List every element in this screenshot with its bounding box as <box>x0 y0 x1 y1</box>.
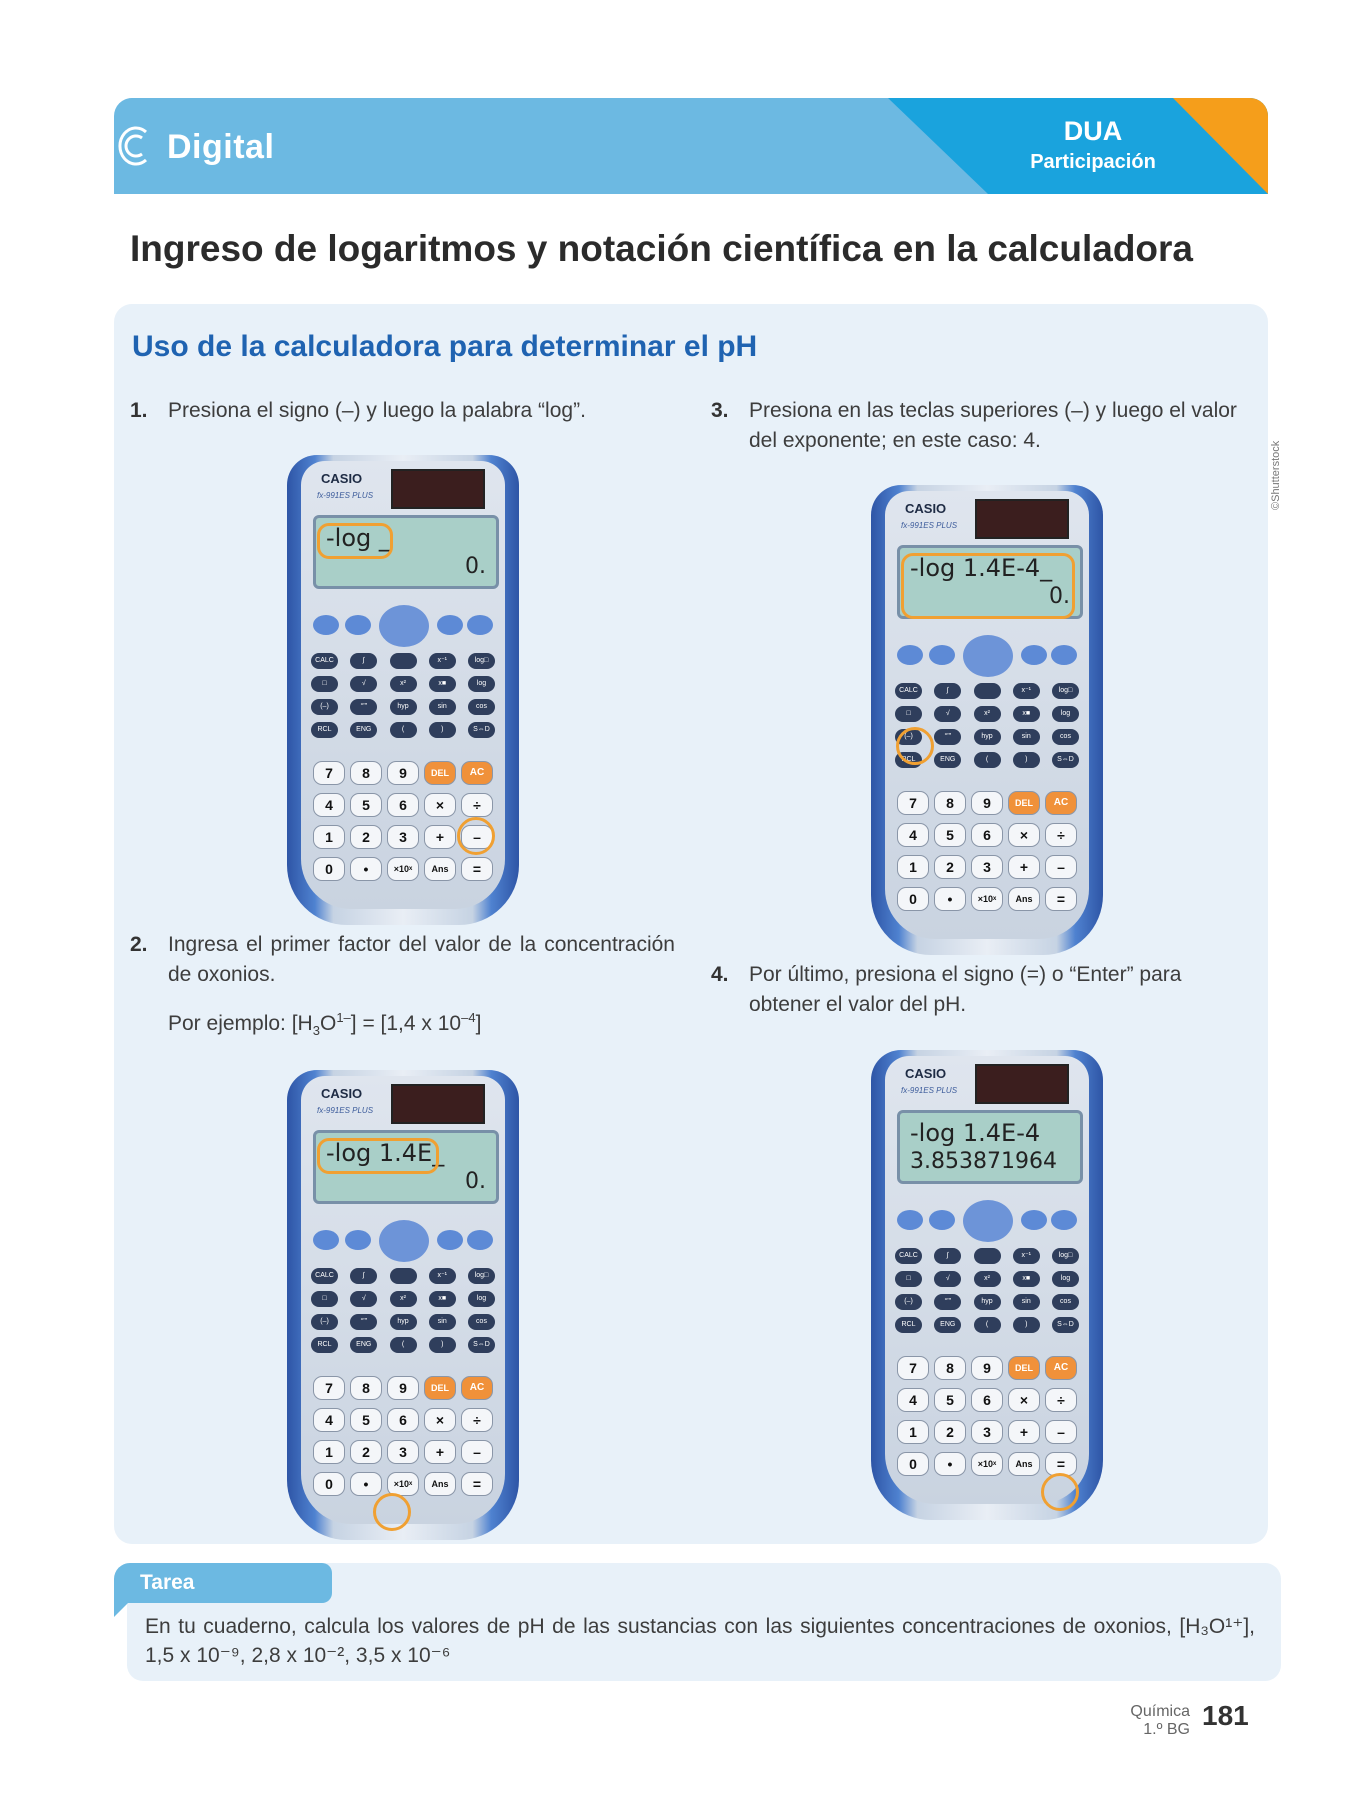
function-key[interactable]: CALC <box>311 1268 338 1284</box>
calc-key[interactable]: 4 <box>897 823 929 847</box>
calc-key[interactable]: 2 <box>350 1440 382 1464</box>
calculator-nav-pad <box>897 1200 1077 1242</box>
function-key[interactable]: log <box>1052 706 1079 722</box>
function-key[interactable]: x■ <box>1013 1271 1040 1287</box>
function-key[interactable]: ∫ <box>350 653 377 669</box>
calculator-model: fx-991ES PLUS <box>317 491 374 500</box>
function-key[interactable]: log <box>468 676 495 692</box>
calc-key[interactable]: – <box>461 1440 493 1464</box>
calc-key[interactable]: 5 <box>934 823 966 847</box>
function-key[interactable]: ( <box>390 722 417 738</box>
replay-pad[interactable] <box>963 1200 1013 1242</box>
function-key[interactable]: log□ <box>1052 683 1079 699</box>
calc-key[interactable]: 1 <box>313 825 345 849</box>
calc-key[interactable]: 2 <box>934 1420 966 1444</box>
calc-key[interactable]: 8 <box>350 1376 382 1400</box>
calc-key[interactable]: + <box>424 825 456 849</box>
calc-key[interactable]: 7 <box>313 761 345 785</box>
function-key[interactable]: x■ <box>429 1291 456 1307</box>
calc-key[interactable]: 3 <box>971 855 1003 879</box>
image-credit: ©Shutterstock <box>1270 440 1282 510</box>
function-key[interactable]: hyp <box>390 1314 417 1330</box>
shift-key[interactable] <box>897 645 923 665</box>
function-key[interactable]: x² <box>390 1291 417 1307</box>
function-key[interactable]: log□ <box>468 653 495 669</box>
calc-key[interactable]: ÷ <box>461 793 493 817</box>
screen-highlight <box>317 523 393 559</box>
on-key[interactable] <box>1051 645 1077 665</box>
mode-key[interactable] <box>1021 1210 1047 1230</box>
calc-key[interactable]: – <box>1045 1420 1077 1444</box>
calc-key[interactable]: 4 <box>313 793 345 817</box>
calc-key[interactable]: 9 <box>387 1376 419 1400</box>
key-highlight <box>1041 1473 1079 1511</box>
calc-key[interactable]: • <box>934 1452 966 1476</box>
function-key[interactable]: sin <box>429 1314 456 1330</box>
function-key[interactable]: cos <box>468 1314 495 1330</box>
calc-key[interactable]: • <box>934 887 966 911</box>
function-key[interactable]: log□ <box>1052 1248 1079 1264</box>
step-number: 3. <box>711 399 729 422</box>
function-key[interactable]: cos <box>468 699 495 715</box>
replay-pad[interactable] <box>379 1220 429 1262</box>
alpha-key[interactable] <box>929 1210 955 1230</box>
screen-line-2: 3.853871964 <box>910 1149 1057 1174</box>
calculator-brand: CASIO <box>321 1086 363 1101</box>
function-key[interactable]: ( <box>390 1337 417 1353</box>
calc-key[interactable]: + <box>1008 1420 1040 1444</box>
function-keys <box>311 1268 495 1360</box>
page-title: Ingreso de logaritmos y notación científica en la calculadora <box>130 228 1194 269</box>
function-key[interactable]: log <box>468 1291 495 1307</box>
function-key[interactable]: x² <box>974 1271 1001 1287</box>
key-highlight <box>896 727 934 765</box>
calc-key[interactable]: 0 <box>897 887 929 911</box>
dua-badge-title: DUA <box>1063 116 1123 146</box>
calc-key[interactable]: 0 <box>313 1472 345 1496</box>
calculator-nav-pad <box>313 605 493 647</box>
calculator-step-1 <box>287 455 519 925</box>
calc-key[interactable]: 2 <box>934 855 966 879</box>
calculator-nav-pad <box>313 1220 493 1262</box>
function-key[interactable]: x⁻¹ <box>429 1268 456 1284</box>
function-key[interactable]: RCL <box>895 1317 922 1333</box>
calc-key[interactable]: 6 <box>387 793 419 817</box>
calc-key[interactable]: 6 <box>971 823 1003 847</box>
calculator-brand: CASIO <box>905 1066 947 1081</box>
function-key[interactable]: x² <box>974 706 1001 722</box>
function-key[interactable]: hyp <box>974 1294 1001 1310</box>
calculator-model: fx-991ES PLUS <box>901 1086 958 1095</box>
function-key[interactable]: S⇔D <box>468 1337 495 1353</box>
calc-key[interactable]: DEL <box>1008 791 1040 815</box>
function-key[interactable] <box>390 1268 417 1284</box>
calculator-brand: CASIO <box>905 501 947 516</box>
calc-key[interactable]: + <box>424 1440 456 1464</box>
calculator-screen <box>897 1110 1083 1184</box>
calculator-brand: CASIO <box>321 471 363 486</box>
function-key[interactable]: log□ <box>468 1268 495 1284</box>
calc-key[interactable]: Ans <box>424 1472 456 1496</box>
footer-grade: 1.º BG <box>1143 1721 1190 1738</box>
function-key[interactable]: ( <box>974 752 1001 768</box>
function-key[interactable]: (–) <box>311 1314 338 1330</box>
function-key[interactable] <box>974 683 1001 699</box>
calc-key[interactable]: 8 <box>934 1356 966 1380</box>
function-key[interactable]: ENG <box>350 1337 377 1353</box>
calc-key[interactable]: 7 <box>897 1356 929 1380</box>
mode-key[interactable] <box>437 1230 463 1250</box>
function-key[interactable] <box>974 1248 1001 1264</box>
function-key[interactable]: x⁻¹ <box>1013 683 1040 699</box>
calc-key[interactable]: 8 <box>350 761 382 785</box>
function-key[interactable]: x■ <box>1013 706 1040 722</box>
function-key[interactable] <box>390 653 417 669</box>
calc-key[interactable]: = <box>1045 887 1077 911</box>
function-key[interactable]: ) <box>429 722 456 738</box>
function-key[interactable]: √ <box>934 1271 961 1287</box>
function-key[interactable]: hyp <box>390 699 417 715</box>
calc-key[interactable]: 9 <box>387 761 419 785</box>
solar-panel <box>975 499 1069 539</box>
function-key[interactable]: √ <box>934 706 961 722</box>
function-key[interactable]: ) <box>1013 752 1040 768</box>
number-keys <box>313 1376 493 1504</box>
calc-key[interactable]: 4 <box>313 1408 345 1432</box>
calc-key[interactable]: 3 <box>387 825 419 849</box>
shift-key[interactable] <box>313 615 339 635</box>
function-key[interactable]: √ <box>350 1291 377 1307</box>
calc-key[interactable]: 0 <box>313 857 345 881</box>
step-text: Presiona en las teclas superiores (–) y luego el valor del exponente; en este caso: 4. <box>749 399 1237 452</box>
alpha-key[interactable] <box>345 615 371 635</box>
calc-key[interactable]: ÷ <box>461 1408 493 1432</box>
function-key[interactable]: ∫ <box>350 1268 377 1284</box>
calculator-step-2 <box>287 1070 519 1540</box>
calc-key[interactable]: 0 <box>897 1452 929 1476</box>
function-key[interactable]: x⁻¹ <box>429 653 456 669</box>
function-key[interactable]: cos <box>1052 1294 1079 1310</box>
function-key[interactable]: cos <box>1052 729 1079 745</box>
on-key[interactable] <box>467 1230 493 1250</box>
function-key[interactable]: □ <box>311 676 338 692</box>
calc-key[interactable]: DEL <box>1008 1356 1040 1380</box>
screen-line-1: -log _ <box>326 524 391 552</box>
page-number: 181 <box>1202 1700 1249 1731</box>
key-highlight <box>457 817 495 855</box>
function-key[interactable]: √ <box>350 676 377 692</box>
calc-key[interactable]: = <box>1045 1452 1077 1476</box>
calc-key[interactable]: Ans <box>1008 887 1040 911</box>
step-text: Por último, presiona el signo (=) o “Enter” para obtener el valor del pH. <box>749 963 1182 1016</box>
function-key[interactable]: CALC <box>311 653 338 669</box>
calc-key[interactable]: 3 <box>387 1440 419 1464</box>
function-key[interactable]: log <box>1052 1271 1079 1287</box>
function-keys <box>311 653 495 745</box>
calc-key[interactable]: • <box>350 857 382 881</box>
calc-key[interactable]: 5 <box>350 793 382 817</box>
calc-key[interactable]: ×10ˣ <box>387 1472 419 1496</box>
calculator-step-4 <box>871 1050 1103 1520</box>
step-3 <box>711 396 1256 456</box>
on-key[interactable] <box>467 615 493 635</box>
step-number: 4. <box>711 963 729 986</box>
alpha-key[interactable] <box>929 645 955 665</box>
mode-key[interactable] <box>1021 645 1047 665</box>
function-key[interactable]: hyp <box>974 729 1001 745</box>
function-key[interactable]: °'" <box>350 1314 377 1330</box>
calc-key[interactable]: + <box>1008 855 1040 879</box>
replay-pad[interactable] <box>963 635 1013 677</box>
calc-key[interactable]: 9 <box>971 1356 1003 1380</box>
calc-key[interactable]: ÷ <box>1045 823 1077 847</box>
solar-panel <box>975 1064 1069 1104</box>
calc-key[interactable]: 1 <box>897 1420 929 1444</box>
solar-panel <box>391 1084 485 1124</box>
calc-key[interactable]: ×10ˣ <box>971 1452 1003 1476</box>
calc-key[interactable]: Ans <box>1008 1452 1040 1476</box>
calc-key[interactable]: AC <box>461 1376 493 1400</box>
calc-key[interactable]: × <box>424 1408 456 1432</box>
screen-line-2: 0. <box>465 1169 486 1194</box>
calc-key[interactable]: × <box>1008 1388 1040 1412</box>
function-key[interactable]: S⇔D <box>1052 1317 1079 1333</box>
function-key[interactable]: (–) <box>311 699 338 715</box>
function-key[interactable]: °'" <box>934 1294 961 1310</box>
replay-pad[interactable] <box>379 605 429 647</box>
step-number: 1. <box>130 399 148 422</box>
calc-key[interactable]: ×10ˣ <box>971 887 1003 911</box>
function-key[interactable]: ENG <box>934 1317 961 1333</box>
function-key[interactable]: RCL <box>311 722 338 738</box>
screen-line-1: -log 1.4E_ <box>326 1139 445 1167</box>
function-key[interactable]: ) <box>1013 1317 1040 1333</box>
function-key[interactable]: (–) <box>895 1294 922 1310</box>
mode-key[interactable] <box>437 615 463 635</box>
calculator-model: fx-991ES PLUS <box>901 521 958 530</box>
section-subtitle: Uso de la calculadora para determinar el pH <box>132 330 758 363</box>
calculator-model: fx-991ES PLUS <box>317 1106 374 1115</box>
function-key[interactable]: S⇔D <box>468 722 495 738</box>
calc-key[interactable]: 6 <box>971 1388 1003 1412</box>
screen-line-1: -log 1.4E-4_ <box>910 554 1053 582</box>
alpha-key[interactable] <box>345 1230 371 1250</box>
calc-key[interactable]: 9 <box>971 791 1003 815</box>
step-text: Ingresa el primer factor del valor de la concentración de oxonios. <box>168 933 675 986</box>
function-key[interactable]: CALC <box>895 1248 922 1264</box>
function-key[interactable]: x■ <box>429 676 456 692</box>
number-keys <box>897 791 1077 919</box>
calc-key[interactable]: × <box>424 793 456 817</box>
step-number: 2. <box>130 933 148 956</box>
calc-key[interactable]: Ans <box>424 857 456 881</box>
function-key[interactable]: ) <box>429 1337 456 1353</box>
screen-line-1: -log 1.4E-4 <box>910 1119 1041 1147</box>
calc-key[interactable]: 1 <box>897 855 929 879</box>
function-key[interactable]: x⁻¹ <box>1013 1248 1040 1264</box>
shift-key[interactable] <box>313 1230 339 1250</box>
screen-line-2: 0. <box>1049 584 1070 609</box>
function-key[interactable]: ( <box>974 1317 1001 1333</box>
on-key[interactable] <box>1051 1210 1077 1230</box>
number-keys <box>897 1356 1077 1484</box>
digital-logo-icon <box>116 124 154 168</box>
function-key[interactable]: S⇔D <box>1052 752 1079 768</box>
function-key[interactable]: °'" <box>934 729 961 745</box>
key-highlight <box>373 1493 411 1531</box>
tarea-label: Tarea <box>140 1571 195 1594</box>
function-key[interactable]: ∫ <box>934 1248 961 1264</box>
function-key[interactable]: ENG <box>350 722 377 738</box>
step-text: Presiona el signo (–) y luego la palabra “log”. <box>168 399 586 422</box>
calc-key[interactable]: AC <box>461 761 493 785</box>
calc-key[interactable]: = <box>461 857 493 881</box>
function-key[interactable]: CALC <box>895 683 922 699</box>
digital-label: Digital <box>167 128 275 166</box>
calc-key[interactable]: 5 <box>934 1388 966 1412</box>
calc-key[interactable]: 4 <box>897 1388 929 1412</box>
calc-key[interactable]: 7 <box>897 791 929 815</box>
tarea-text: En tu cuaderno, calcula los valores de pH de las sustancias con las siguientes concentraciones de oxonios, [H₃O¹⁺], 1,5 x 10⁻⁹, 2,8 x 10⁻², 3,5 x 10⁻⁶ <box>145 1615 1255 1667</box>
function-key[interactable]: °'" <box>350 699 377 715</box>
dua-badge-subtitle: Participación <box>1030 151 1156 173</box>
calc-key[interactable]: – <box>461 825 493 849</box>
calc-key[interactable]: ×10ˣ <box>387 857 419 881</box>
step-4 <box>711 960 1256 1020</box>
step-2 <box>130 930 675 990</box>
calc-key[interactable]: 5 <box>350 1408 382 1432</box>
function-key[interactable]: sin <box>429 699 456 715</box>
function-key[interactable]: RCL <box>311 1337 338 1353</box>
solar-panel <box>391 469 485 509</box>
screen-highlight <box>901 553 1075 619</box>
function-key[interactable]: □ <box>311 1291 338 1307</box>
function-key[interactable]: □ <box>895 706 922 722</box>
function-key[interactable]: □ <box>895 1271 922 1287</box>
calc-key[interactable]: ÷ <box>1045 1388 1077 1412</box>
calc-key[interactable]: DEL <box>424 1376 456 1400</box>
calc-key[interactable]: = <box>461 1472 493 1496</box>
calc-key[interactable]: • <box>350 1472 382 1496</box>
function-key[interactable]: ∫ <box>934 683 961 699</box>
function-key[interactable]: RCL <box>895 752 922 768</box>
function-key[interactable]: sin <box>1013 1294 1040 1310</box>
calc-key[interactable]: × <box>1008 823 1040 847</box>
shift-key[interactable] <box>897 1210 923 1230</box>
screen-highlight <box>317 1138 439 1174</box>
calculator-nav-pad <box>897 635 1077 677</box>
example-formula: Por ejemplo: $[H_3O^{1-}] = [1,4$ x $10^{-4}$] <box>168 1010 482 1039</box>
step-1 <box>130 396 690 426</box>
calc-key[interactable]: 1 <box>313 1440 345 1464</box>
function-key[interactable]: (–) <box>895 729 922 745</box>
calc-key[interactable]: 2 <box>350 825 382 849</box>
calc-key[interactable]: 8 <box>934 791 966 815</box>
footer-subject: Química <box>1130 1703 1190 1720</box>
calc-key[interactable]: 7 <box>313 1376 345 1400</box>
calc-key[interactable]: AC <box>1045 791 1077 815</box>
calc-key[interactable]: AC <box>1045 1356 1077 1380</box>
calc-key[interactable]: 6 <box>387 1408 419 1432</box>
calc-key[interactable]: – <box>1045 855 1077 879</box>
function-key[interactable]: ENG <box>934 752 961 768</box>
function-keys <box>895 1248 1079 1340</box>
calc-key[interactable]: 3 <box>971 1420 1003 1444</box>
calc-key[interactable]: DEL <box>424 761 456 785</box>
screen-line-2: 0. <box>465 554 486 579</box>
function-key[interactable]: sin <box>1013 729 1040 745</box>
calculator-step-3 <box>871 485 1103 955</box>
function-key[interactable]: x² <box>390 676 417 692</box>
